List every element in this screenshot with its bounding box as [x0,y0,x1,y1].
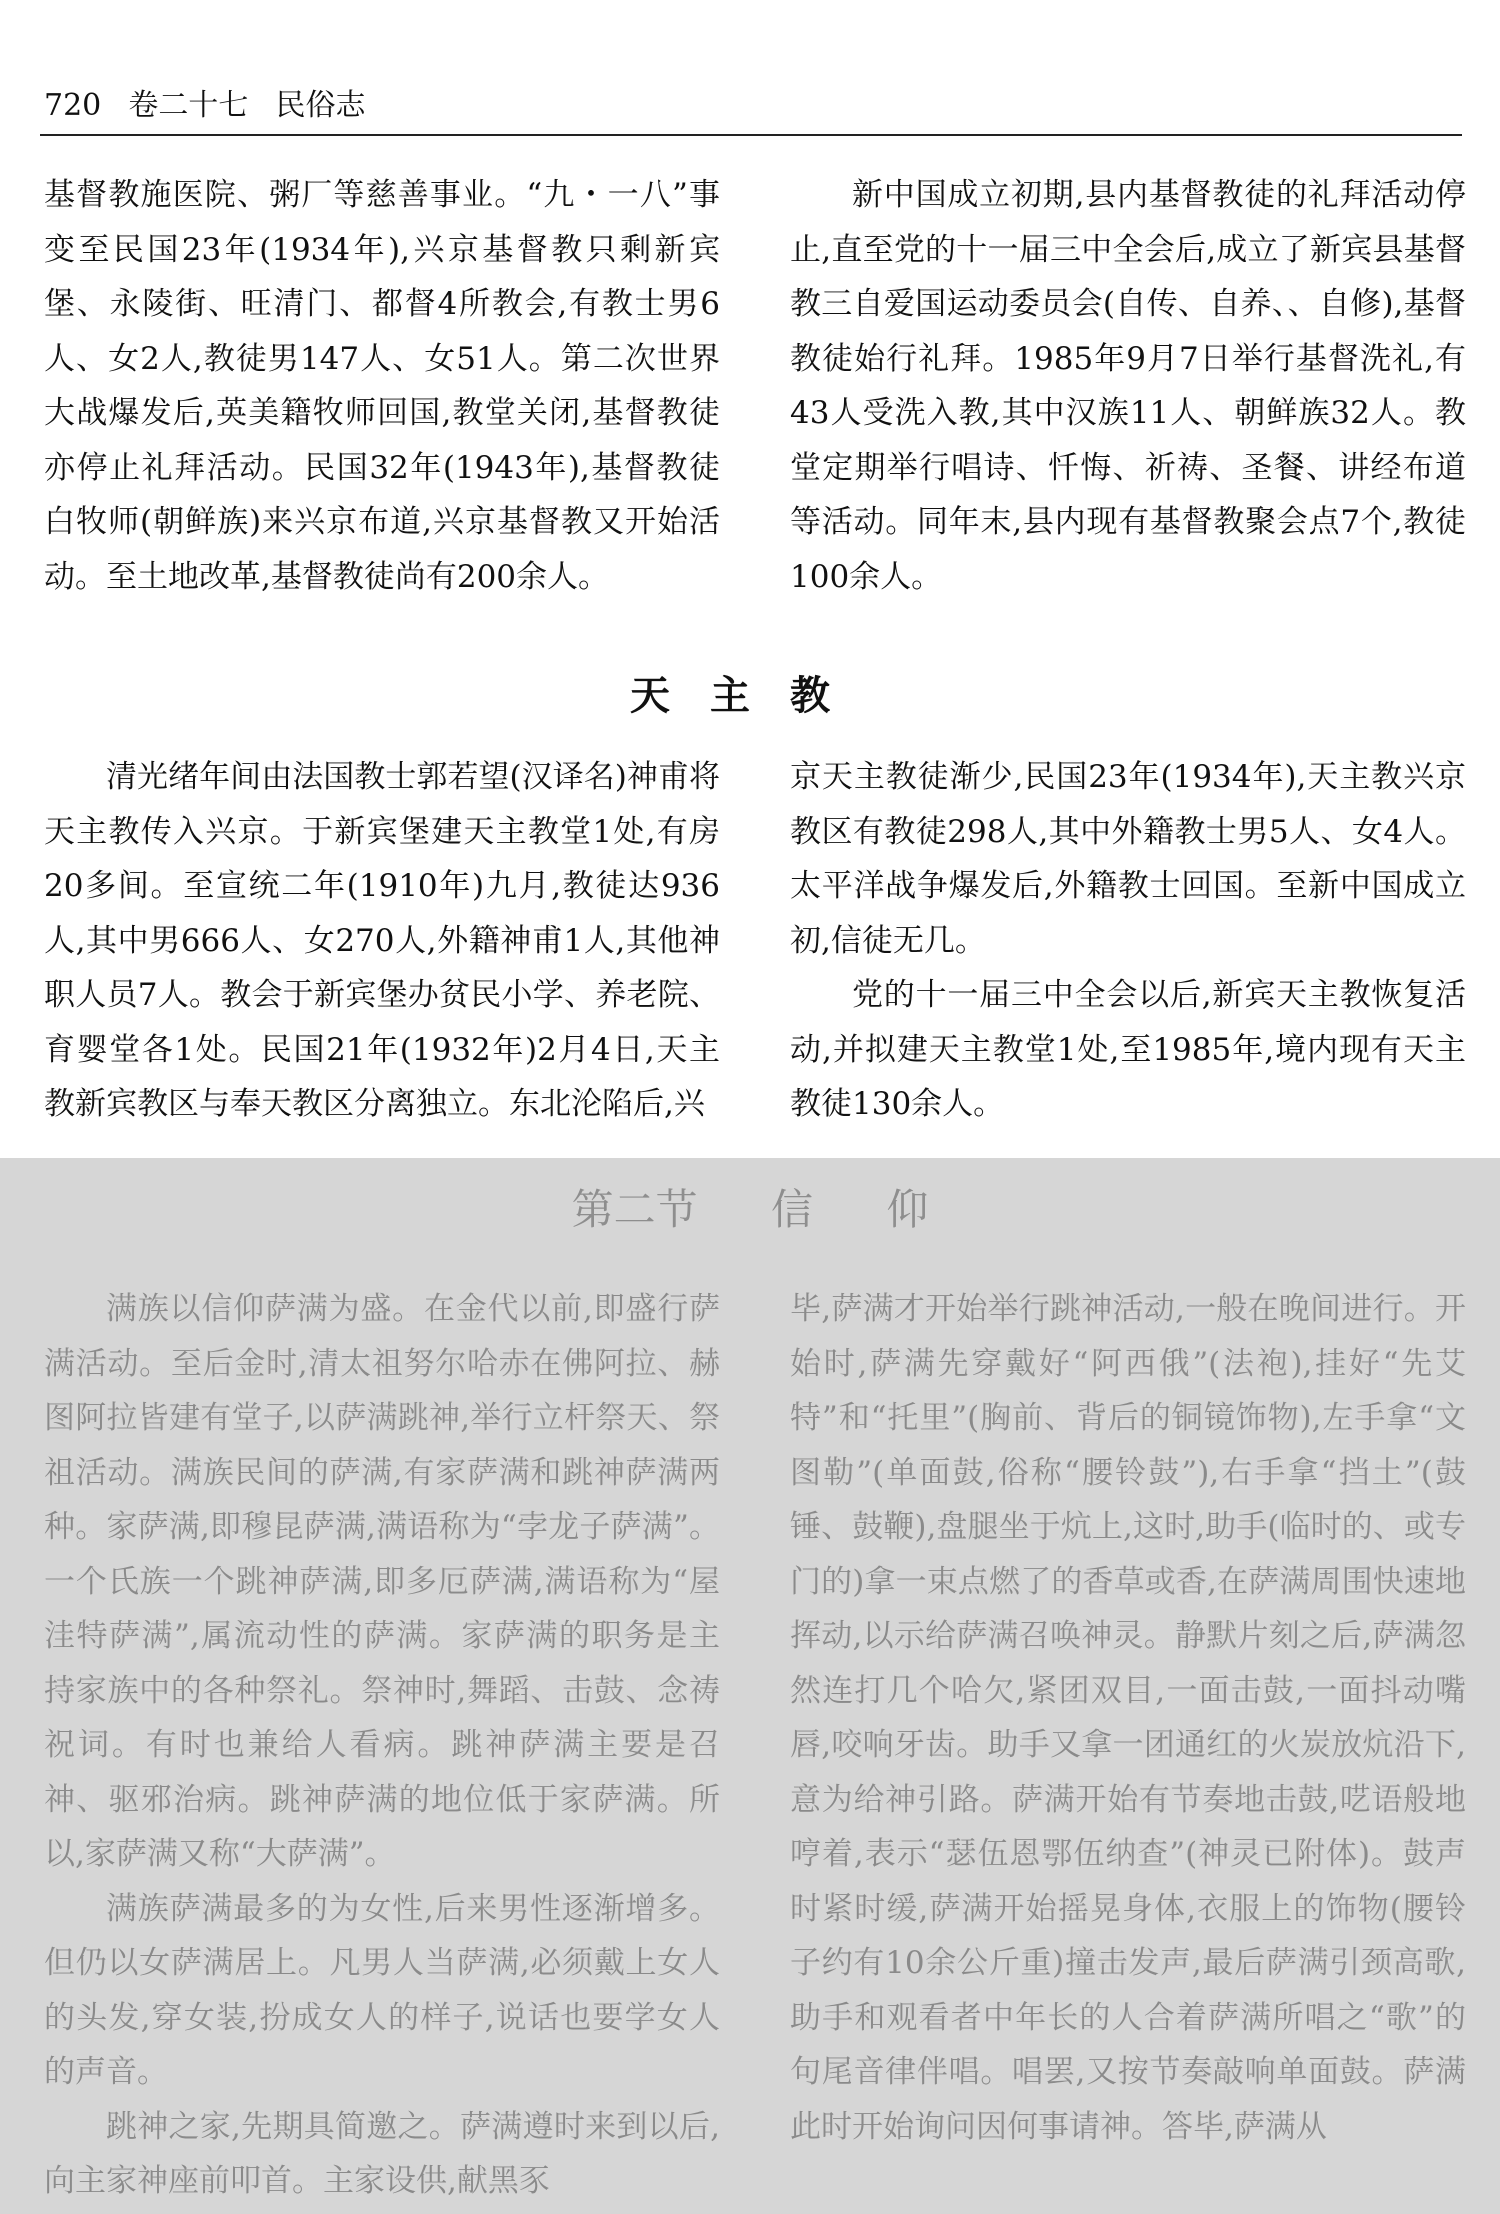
header-rule [40,134,1462,136]
catholicism-right-column [790,750,1466,1132]
faith-section-title [0,1178,1500,1242]
section-title-char-1: 信 [770,1185,813,1234]
catholicism-right-paragraph-1: 京天主教徒渐少,民国23年(1934年),天主教兴京教区有教徒298人,其中外籍教士男5人、女4人。太平洋战争爆发后,外籍教士回国。至新中国成立初,信徒无几。 [790,759,1466,959]
page-number: 720 [44,88,102,123]
catholicism-right-paragraph-2: 党的十一届三中全会以后,新宾天主教恢复活动,并拟建天主教堂1处,至1985年,境内现有天主教徒130余人。 [790,977,1466,1122]
faith-left-paragraph-3: 跳神之家,先期具简邀之。萨满遵时来到以后,向主家神座前叩首。主家设供,献黑豕 [44,2108,720,2199]
section-label: 第二节 [571,1185,698,1234]
christianity-right-column [790,168,1466,604]
christianity-left-column [44,168,720,604]
christianity-left-paragraph: 基督教施医院、粥厂等慈善事业。“九・一八”事变至民国23年(1934年),兴京基督教只剩新宾堡、永陵街、旺清门、都督4所教会,有教士男6人、女2人,教徒男147人、女51人。第二次世界大战爆发后,英美籍牧师回国,教堂关闭,基督教徒亦停止礼拜活动。民国32年(1943年),基督教徒白牧师(朝鲜族)来兴京布道,兴京基督教又开始活动。至土地改革,基督教徒尚有200余人。 [44,177,720,595]
faith-left-paragraph-1: 满族以信仰萨满为盛。在金代以前,即盛行萨满活动。至后金时,清太祖努尔哈赤在佛阿拉、赫图阿拉皆建有堂子,以萨满跳神,举行立杆祭天、祭祖活动。满族民间的萨满,有家萨满和跳神萨满两种。家萨满,即穆昆萨满,满语称为“孛龙子萨满”。一个氏族一个跳神萨满,即多厄萨满,满语称为“屋洼特萨满”,属流动性的萨满。家萨满的职务是主持家族中的各种祭礼。祭神时,舞蹈、击鼓、念祷祝词。有时也兼给人看病。跳神萨满主要是召神、驱邪治病。跳神萨满的地位低于家萨满。所以,家萨满又称“大萨满”。 [44,1291,720,1872]
volume-label: 卷二十七 [128,88,249,123]
catholicism-left-paragraph: 清光绪年间由法国教士郭若望(汉译名)神甫将天主教传入兴京。于新宾堡建天主教堂1处,有房20多间。至宣统二年(1910年)九月,教徒达936人,其中男666人、女270人,外籍神甫1人,其他神职人员7人。教会于新宾堡办贫民小学、养老院、育婴堂各1处。民国21年(1932年)2月4日,天主教新宾教区与奉天教区分离独立。东北沦陷后,兴 [44,759,720,1122]
faith-left-paragraph-2: 满族萨满最多的为女性,后来男性逐渐增多。但仍以女萨满居上。凡男人当萨满,必须戴上女人的头发,穿女装,扮成女人的样子,说话也要学女人的声音。 [44,1890,720,2090]
faith-right-column [790,1282,1466,2154]
chapter-title: 民俗志 [275,88,366,123]
christianity-right-paragraph: 新中国成立初期,县内基督教徒的礼拜活动停止,直至党的十一届三中全会后,成立了新宾县基督教三自爱国运动委员会(自传、自养、、自修),基督教徒始行礼拜。1985年9月7日举行基督洗礼,有43人受洗入教,其中汉族11人、朝鲜族32人。教堂定期举行唱诗、忏悔、祈祷、圣餐、讲经布道等活动。同年末,县内现有基督教聚会点7个,教徒100余人。 [790,177,1466,595]
catholicism-left-column [44,750,720,1132]
section-title-char-2: 仰 [886,1185,929,1234]
faith-right-paragraph: 毕,萨满才开始举行跳神活动,一般在晚间进行。开始时,萨满先穿戴好“阿西俄”(法袍),挂好“先艾特”和“托里”(胸前、背后的铜镜饰物),左手拿“文图勒”(单面鼓,俗称“腰铃鼓”),右手拿“挡土”(鼓锤、鼓鞭),盘腿坐于炕上,这时,助手(临时的、或专门的)拿一束点燃了的香草或香,在萨满周围快速地挥动,以示给萨满召唤神灵。静默片刻之后,萨满忽然连打几个哈欠,紧团双目,一面击鼓,一面抖动嘴唇,咬响牙齿。助手又拿一团通红的火炭放炕沿下,意为给神引路。萨满开始有节奏地击鼓,呓语般地哼着,表示“瑟伍恩鄂伍纳查”(神灵已附体)。鼓声时紧时缓,萨满开始摇晃身体,衣服上的饰物(腰铃子约有10余公斤重)撞击发声,最后萨满引颈高歌,助手和观看者中年长的人合着萨满所唱之“歌”的句尾音律伴唱。唱罢,又按节奏敲响单面鼓。萨满此时开始询问因何事请神。答毕,萨满从 [790,1291,1466,2145]
faith-left-column [44,1282,720,2209]
catholicism-heading: 天主教 [630,672,870,719]
page-header [44,86,1464,134]
